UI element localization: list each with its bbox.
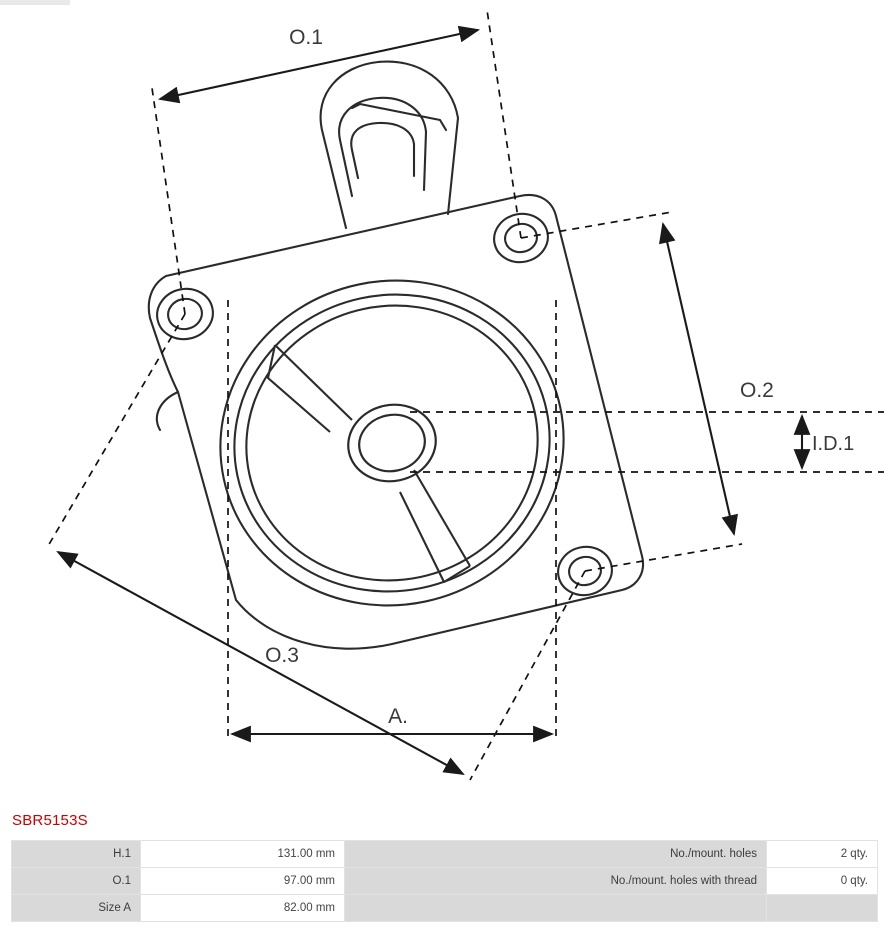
part-number: SBR5153S xyxy=(12,812,88,829)
spec-value-secondary: 0 qty. xyxy=(767,868,878,895)
lifting-lug xyxy=(321,62,458,228)
specification-table xyxy=(11,840,878,922)
spec-label-secondary: No./mount. holes with thread xyxy=(345,868,767,895)
spec-value: 82.00 mm xyxy=(141,895,345,922)
spec-label: H.1 xyxy=(12,841,141,868)
dimension-arrow-o3 xyxy=(58,552,463,774)
spec-value: 97.00 mm xyxy=(141,868,345,895)
spec-label-secondary: No./mount. holes xyxy=(345,841,767,868)
table-row xyxy=(12,895,878,922)
spec-label: O.1 xyxy=(12,868,141,895)
table-row xyxy=(12,841,878,868)
mounting-holes xyxy=(152,209,616,600)
table-row xyxy=(12,868,878,895)
spec-empty-cell xyxy=(767,895,878,922)
dimension-label-group xyxy=(265,26,854,728)
dimension-arrow-o2 xyxy=(663,224,734,534)
spec-empty-cell xyxy=(345,895,767,922)
spec-label: Size A xyxy=(12,895,141,922)
bearing-bore-rings xyxy=(190,249,594,637)
spec-value-secondary: 2 qty. xyxy=(767,841,878,868)
dimension-label-id1: I.D.1 xyxy=(812,433,855,455)
dimension-label-o2: O.2 xyxy=(740,379,774,402)
dimension-label-o3: O.3 xyxy=(265,644,299,667)
center-hub xyxy=(341,397,443,490)
dimension-label-a: A. xyxy=(388,705,408,728)
dimension-label-o1: O.1 xyxy=(289,26,323,49)
spec-value: 131.00 mm xyxy=(141,841,345,868)
dimension-arrows xyxy=(58,30,802,774)
